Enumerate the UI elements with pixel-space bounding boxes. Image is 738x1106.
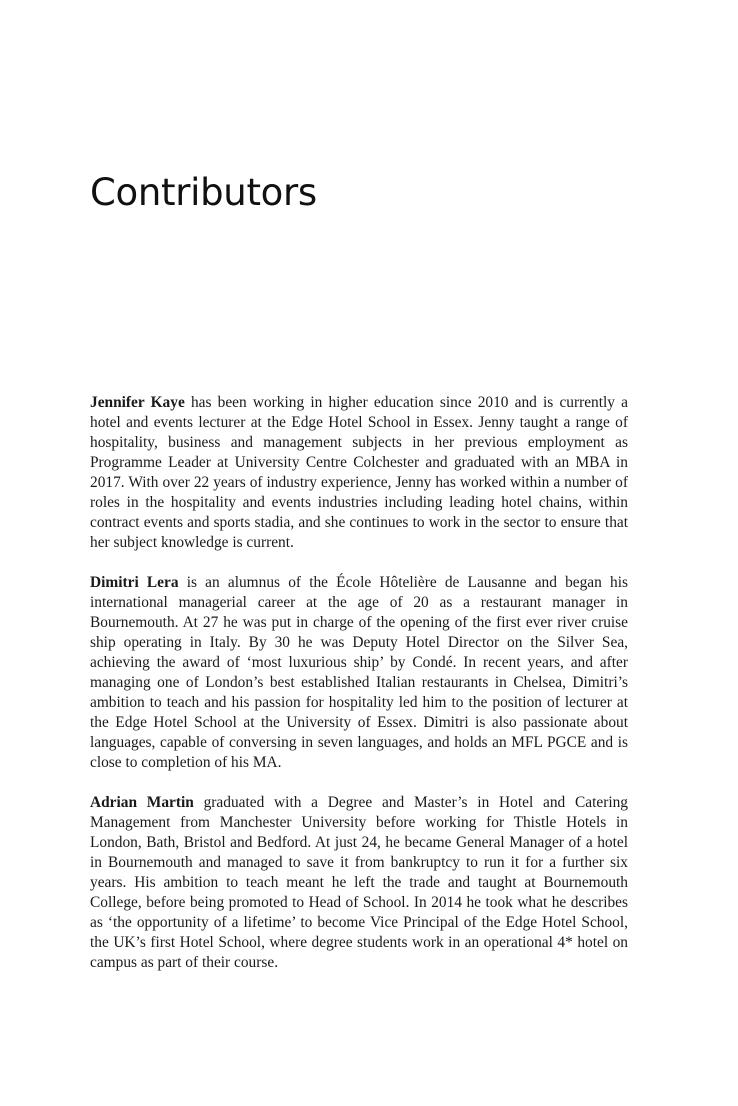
contributor-bio-jennifer-kaye xyxy=(90,393,628,553)
contributor-name: Dimitri Lera xyxy=(90,574,179,591)
contributor-name: Jennifer Kaye xyxy=(90,394,185,411)
contributor-name: Adrian Martin xyxy=(90,794,194,811)
contributor-bio-text: is an alumnus of the École Hôtelière de Lausanne and began his international managerial career at the age of 20 as a restaurant manager in Bournemouth. At 27 he was put in charge of the opening of the first ever river cruise ship operating in Italy. By 30 he was Deputy Hotel Director on the Silver Sea, achieving the award of ‘most luxurious ship’ by Condé. In recent years, and after managing one of London’s best established Italian restaurants in Chelsea, Dimitri’s ambition to teach and his passion for hospitality led him to the position of lecturer at the Edge Hotel School at the University of Essex. Dimitri is also passionate about languages, capable of conversing in seven languages, and holds an MFL PGCE and is close to completion of his MA. xyxy=(90,574,628,771)
contributor-bio-text: has been working in higher education since 2010 and is currently a hotel and events lecturer at the Edge Hotel School in Essex. Jenny taught a range of hospitality, business and management subjects in her previous employment as Programme Leader at University Centre Colchester and graduated with an MBA in 2017. With over 22 years of industry experience, Jenny has worked within a number of roles in the hospitality and events industries including leading hotel chains, within contract events and sports stadia, and she continues to work in the sector to ensure that her subject knowledge is current. xyxy=(90,394,628,551)
contributor-bio-adrian-martin xyxy=(90,793,628,973)
contributor-list xyxy=(90,393,628,993)
contributor-bio-dimitri-lera xyxy=(90,573,628,773)
page-title: Contributors xyxy=(90,171,317,214)
contributor-bio-text: graduated with a Degree and Master’s in Hotel and Catering Management from Manchester University before working for Thistle Hotels in London, Bath, Bristol and Bedford. At just 24, he became General Manager of a hotel in Bournemouth and managed to save it from bankruptcy to run it for a further six years. His ambition to teach meant he left the trade and taught at Bournemouth College, before being promoted to Head of School. In 2014 he took what he describes as ‘the opportunity of a lifetime’ to become Vice Principal of the Edge Hotel School, the UK’s first Hotel School, where degree students work in an operational 4* hotel on campus as part of their course. xyxy=(90,794,628,971)
